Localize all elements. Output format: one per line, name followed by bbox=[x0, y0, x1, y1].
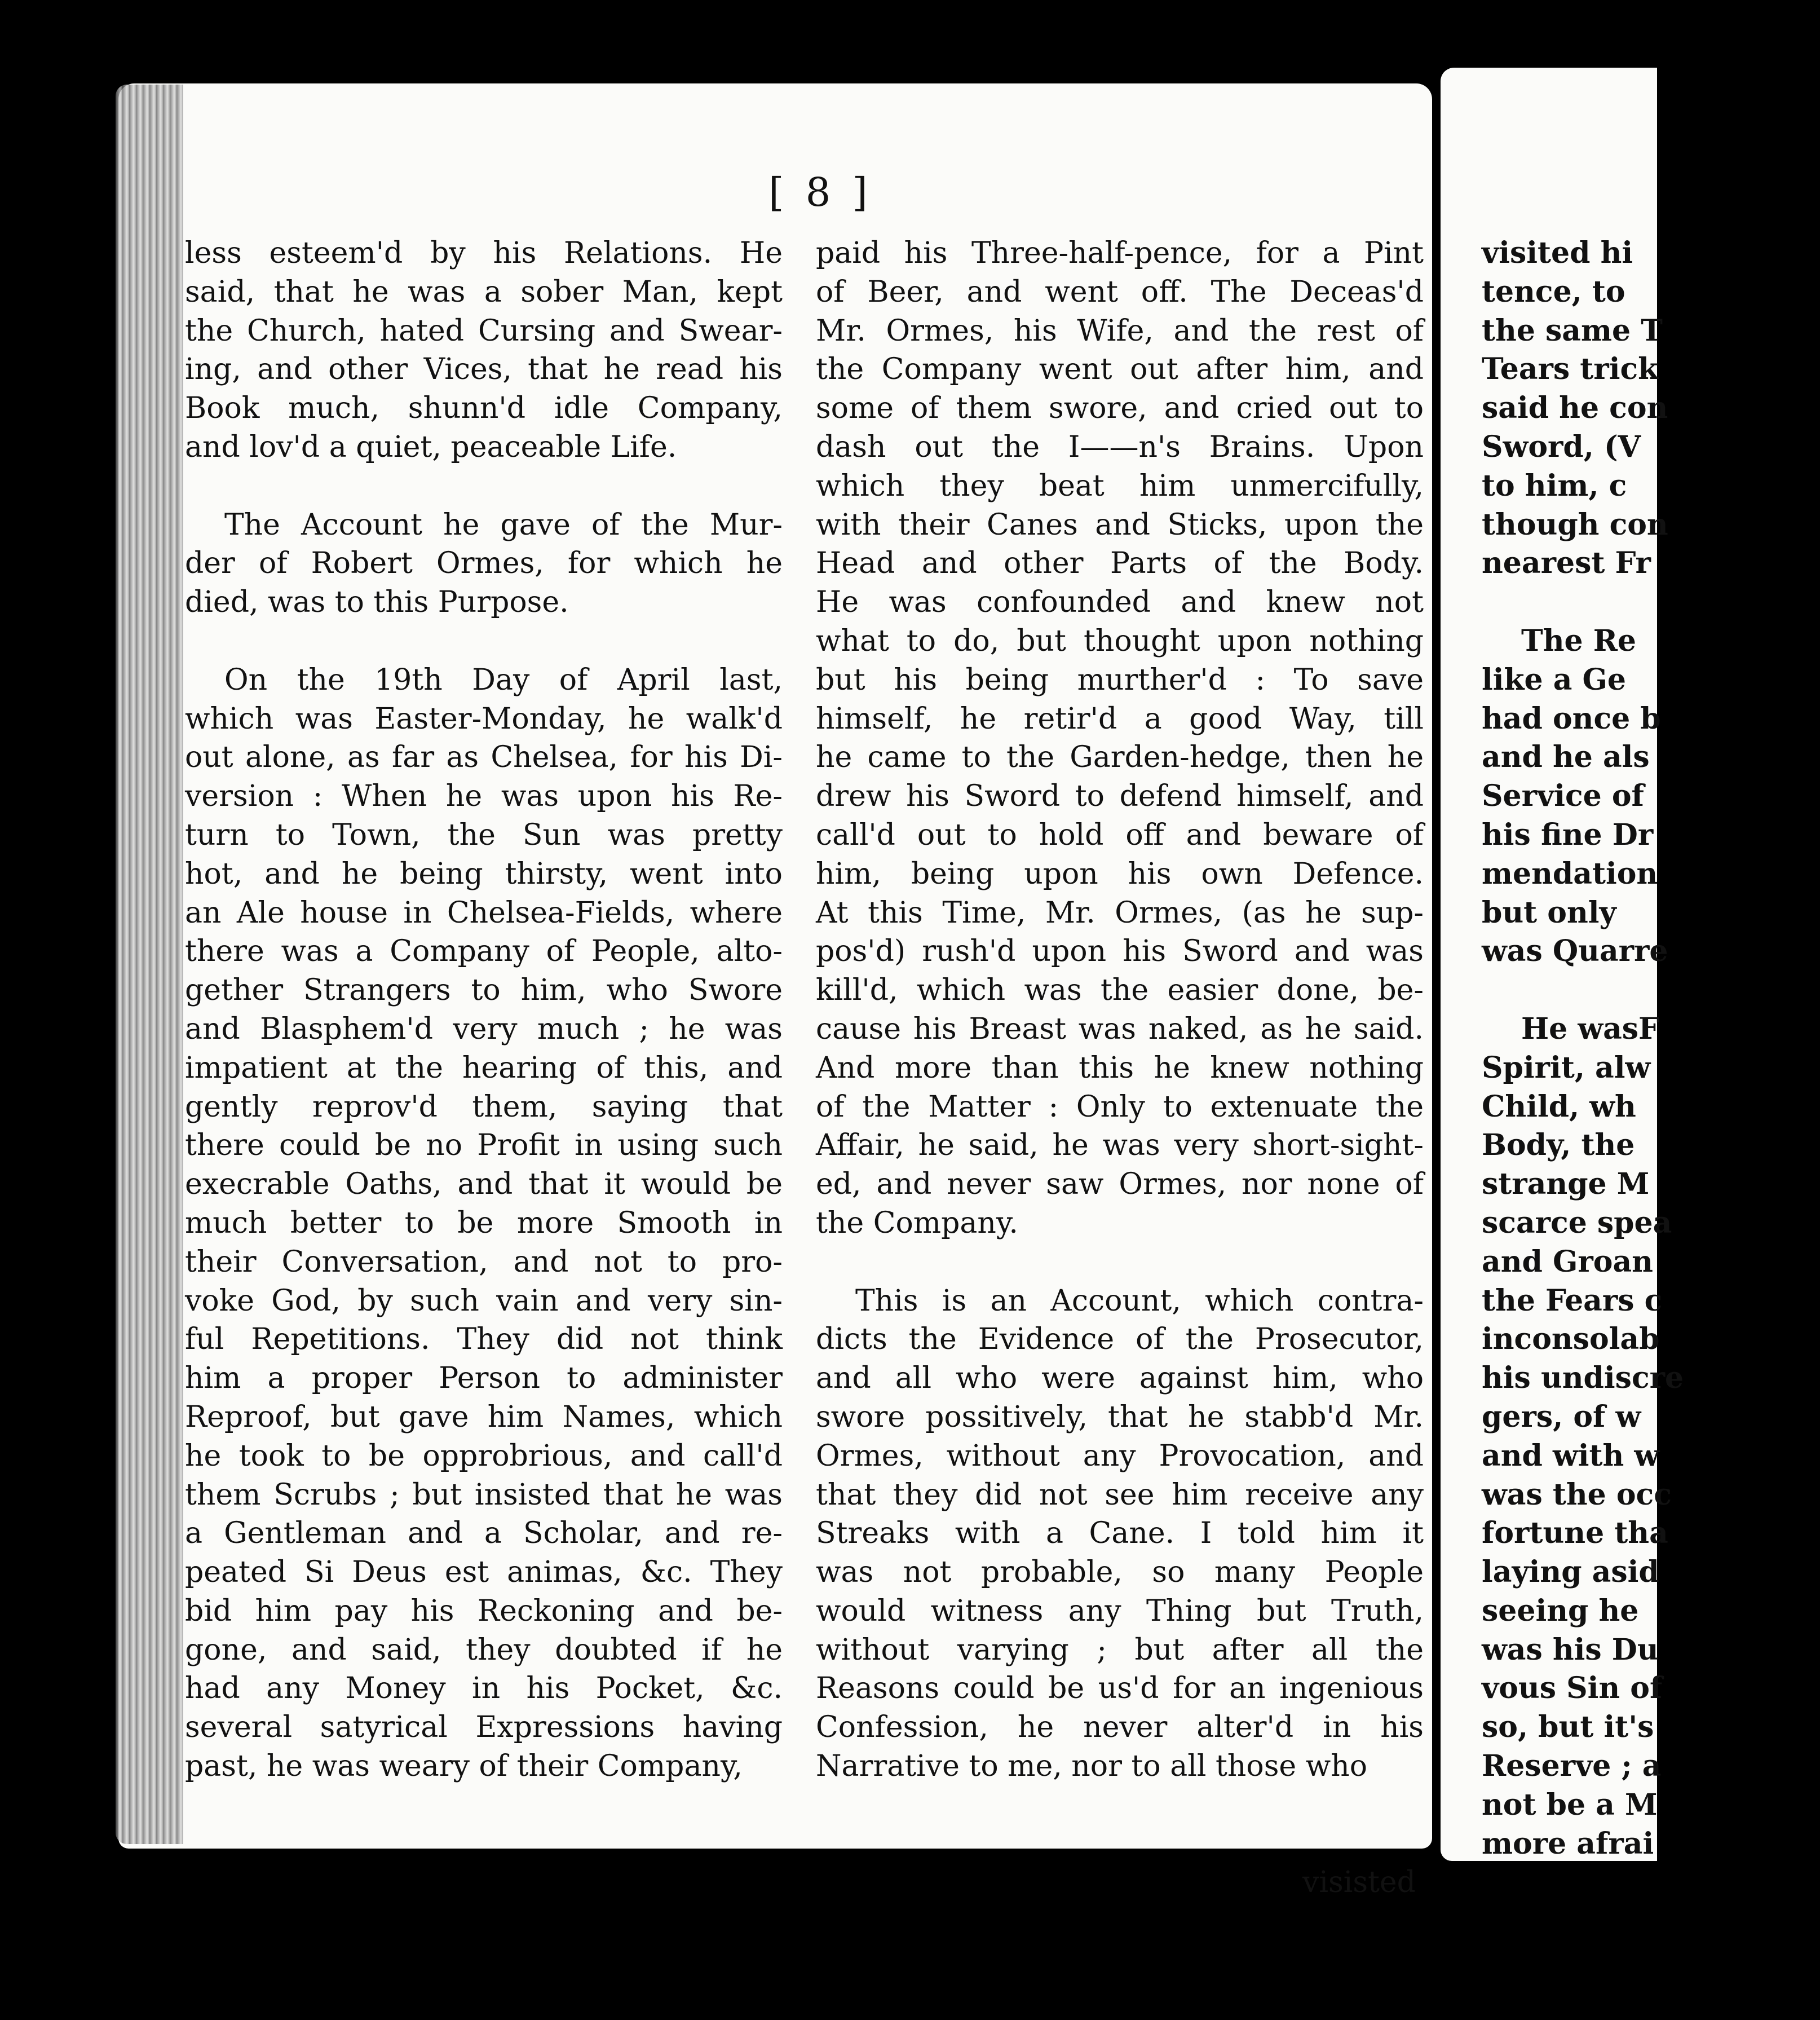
left-column-line: The Account he gave of the Mur- bbox=[224, 508, 783, 542]
right-column-line: laying asid bbox=[1482, 1555, 1659, 1590]
left-column-line: version : When he was upon his Re- bbox=[185, 779, 783, 814]
left-column-line: ing, and other Vices, that he read his bbox=[185, 352, 783, 387]
left-column-line: them Scrubs ; but insisted that he was bbox=[185, 1477, 783, 1512]
middle-column-line: He was confounded and knew not bbox=[816, 585, 1424, 620]
left-column-line bbox=[185, 622, 783, 661]
middle-column-line: Ormes, without any Provocation, and bbox=[816, 1439, 1424, 1473]
left-column-line: had any Money in his Pocket, &c. bbox=[185, 1671, 783, 1706]
middle-column-line: kill'd, which was the easier done, be- bbox=[816, 973, 1424, 1008]
right-column-line: said he con bbox=[1482, 391, 1668, 426]
right-column-line: like a Ge bbox=[1482, 662, 1627, 697]
left-column-line: there was a Company of People, alto- bbox=[185, 934, 783, 969]
middle-column-line: with their Canes and Sticks, upon the bbox=[816, 508, 1424, 542]
middle-column-line: cause his Breast was naked, as he said. bbox=[816, 1012, 1424, 1046]
right-column-line: not be a M bbox=[1482, 1787, 1658, 1822]
left-column-line: and Blasphem'd very much ; he was bbox=[185, 1012, 783, 1046]
left-column-line: a Gentleman and a Scholar, and re- bbox=[185, 1516, 783, 1551]
right-column-line: had once b bbox=[1482, 701, 1661, 736]
right-column-line: seeing he bbox=[1482, 1593, 1639, 1628]
middle-column-line: Head and other Parts of the Body. bbox=[816, 546, 1424, 581]
middle-column-line: Narrative to me, nor to all those who bbox=[816, 1749, 1367, 1784]
right-column-line bbox=[1482, 583, 1820, 622]
left-column-line bbox=[185, 467, 783, 506]
right-column-line: He wasF bbox=[1521, 1011, 1659, 1046]
middle-column-line: Reasons could be us'd for an ingenious bbox=[816, 1671, 1424, 1706]
left-column-line: much better to be more Smooth in bbox=[185, 1206, 783, 1240]
middle-column-line: himself, he retir'd a good Way, till bbox=[816, 702, 1424, 736]
right-column-line: visited hi bbox=[1482, 236, 1633, 270]
left-column-line: gently reprov'd them, saying that bbox=[185, 1090, 783, 1124]
left-column bbox=[185, 234, 783, 1786]
left-column-line: out alone, as far as Chelsea, for his Di- bbox=[185, 740, 783, 775]
middle-column-line: which they beat him unmercifully, bbox=[816, 469, 1424, 503]
right-column-line: his fine Dr bbox=[1482, 817, 1654, 852]
middle-column-line bbox=[816, 1243, 1424, 1282]
right-column-line: Service of bbox=[1482, 779, 1644, 814]
middle-column-line: And more than this he knew nothing bbox=[816, 1051, 1424, 1085]
right-column-line: and Groan bbox=[1482, 1244, 1653, 1279]
right-column-line: the same T bbox=[1482, 313, 1663, 348]
left-column-line: past, he was weary of their Company, bbox=[185, 1749, 743, 1784]
page-edges bbox=[116, 85, 183, 1844]
left-column-line: bid him pay his Reckoning and be- bbox=[185, 1594, 783, 1628]
right-column-line: Sword, (V bbox=[1482, 429, 1641, 464]
left-column-line: died, was to this Purpose. bbox=[185, 585, 569, 620]
middle-column-line: of Beer, and went off. The Deceas'd bbox=[816, 275, 1424, 309]
middle-column-line: paid his Three-half-pence, for a Pint bbox=[816, 236, 1424, 270]
middle-column-line: would witness any Thing but Truth, bbox=[816, 1594, 1424, 1628]
left-column-line: several satyrical Expressions having bbox=[185, 1710, 783, 1745]
left-column-line: Book much, shunn'd idle Company, bbox=[185, 391, 783, 426]
middle-column-line: of the Matter : Only to extenuate the bbox=[816, 1090, 1424, 1124]
left-column-line: the Church, hated Cursing and Swear- bbox=[185, 314, 783, 348]
right-column-line: Body, the bbox=[1482, 1128, 1635, 1163]
left-column-line: ful Repetitions. They did not think bbox=[185, 1322, 783, 1357]
left-column-line: him a proper Person to administer bbox=[185, 1361, 783, 1396]
left-column-line: gone, and said, they doubted if he bbox=[185, 1633, 783, 1667]
right-column-line: Tears trick bbox=[1482, 352, 1659, 387]
middle-column-line: This is an Account, which contra- bbox=[855, 1284, 1424, 1318]
right-column-line: the Fears c bbox=[1482, 1283, 1663, 1318]
middle-column-line: Mr. Ormes, his Wife, and the rest of bbox=[816, 314, 1424, 348]
left-column-line: impatient at the hearing of this, and bbox=[185, 1051, 783, 1085]
right-column-line: fortune tha bbox=[1482, 1516, 1668, 1551]
left-column-line: peated Si Deus est animas, &c. They bbox=[185, 1555, 783, 1590]
middle-column-line: Affair, he said, he was very short-sight- bbox=[816, 1128, 1424, 1163]
middle-column-line: Streaks with a Cane. I told him it bbox=[816, 1516, 1424, 1551]
left-column-line: Reproof, but gave him Names, which bbox=[185, 1400, 783, 1434]
middle-column-line: what to do, but thought upon nothing bbox=[816, 624, 1424, 658]
middle-column-line: he came to the Garden-hedge, then he bbox=[816, 740, 1424, 775]
middle-column-line: At this Time, Mr. Ormes, (as he sup- bbox=[816, 896, 1424, 930]
right-column-line: mendation bbox=[1482, 856, 1658, 891]
right-column-line: to him, c bbox=[1482, 468, 1627, 503]
right-column-line: though con bbox=[1482, 507, 1668, 542]
right-column-line: gers, of w bbox=[1482, 1399, 1641, 1434]
right-column-line: nearest Fr bbox=[1482, 546, 1651, 581]
right-column-line: and with w bbox=[1482, 1438, 1660, 1473]
left-column-line: and lov'd a quiet, peaceable Life. bbox=[185, 430, 677, 464]
right-column bbox=[1482, 234, 1820, 1863]
middle-column-line: dicts the Evidence of the Prosecutor, bbox=[816, 1322, 1424, 1357]
right-column-line: The Re bbox=[1521, 623, 1636, 658]
left-column-line: he took to be opprobrious, and call'd bbox=[185, 1439, 783, 1473]
right-column-line: was the occ bbox=[1482, 1477, 1672, 1512]
right-column-line: vous Sin of bbox=[1482, 1671, 1663, 1706]
middle-column bbox=[816, 234, 1424, 1786]
right-column-line: Spirit, alw bbox=[1482, 1050, 1651, 1085]
middle-column-line: call'd out to hold off and beware of bbox=[816, 818, 1424, 852]
middle-column-line: ed, and never saw Ormes, nor none of bbox=[816, 1167, 1424, 1202]
right-column-line: strange M bbox=[1482, 1167, 1650, 1202]
middle-column-line: Confession, he never alter'd in his bbox=[816, 1710, 1424, 1745]
right-column-line bbox=[1482, 971, 1820, 1010]
middle-column-line: some of them swore, and cried out to bbox=[816, 391, 1424, 426]
left-column-line: On the 19th Day of April last, bbox=[224, 663, 783, 697]
middle-column-line: drew his Sword to defend himself, and bbox=[816, 779, 1424, 814]
middle-column-line: but his being murther'd : To save bbox=[816, 663, 1424, 697]
middle-column-line: that they did not see him receive any bbox=[816, 1477, 1424, 1512]
right-column-line: and he als bbox=[1482, 740, 1650, 775]
left-column-line: voke God, by such vain and very sin- bbox=[185, 1284, 783, 1318]
right-column-line: Child, wh bbox=[1482, 1089, 1636, 1124]
left-column-line: turn to Town, the Sun was pretty bbox=[185, 818, 783, 852]
page-number: [ 8 ] bbox=[768, 169, 872, 215]
middle-column-line: pos'd) rush'd upon his Sword and was bbox=[816, 934, 1424, 969]
left-column-line: execrable Oaths, and that it would be bbox=[185, 1167, 783, 1202]
left-column-line: an Ale house in Chelsea-Fields, where bbox=[185, 896, 783, 930]
middle-column-line: swore possitively, that he stabb'd Mr. bbox=[816, 1400, 1424, 1434]
right-column-line: so, but it's bbox=[1482, 1710, 1654, 1745]
right-column-line: more afrai bbox=[1482, 1826, 1654, 1861]
right-column-line: was Quarre bbox=[1482, 934, 1668, 969]
right-column-line: scarce spea bbox=[1482, 1205, 1672, 1240]
left-column-line: their Conversation, and not to pro- bbox=[185, 1245, 783, 1279]
middle-column-line: dash out the I——n's Brains. Upon bbox=[816, 430, 1424, 464]
left-column-line: said, that he was a sober Man, kept bbox=[185, 275, 783, 309]
left-column-line: der of Robert Ormes, for which he bbox=[185, 546, 783, 581]
middle-column-line: the Company went out after him, and bbox=[816, 352, 1424, 387]
middle-column-line: and all who were against him, who bbox=[816, 1361, 1424, 1396]
middle-column-line: the Company. bbox=[816, 1206, 1018, 1240]
catchword: visisted bbox=[1302, 1865, 1416, 1899]
right-column-line: his undiscre bbox=[1482, 1361, 1684, 1396]
left-column-line: which was Easter-Monday, he walk'd bbox=[185, 702, 783, 736]
right-column-line: Reserve ; a bbox=[1482, 1749, 1662, 1784]
left-column-line: gether Strangers to him, who Swore bbox=[185, 973, 783, 1008]
left-column-line: less esteem'd by his Relations. He bbox=[185, 236, 783, 270]
right-column-line: inconsolab bbox=[1482, 1322, 1660, 1357]
middle-column-line: was not probable, so many People bbox=[816, 1555, 1424, 1590]
right-column-line: but only bbox=[1482, 895, 1616, 930]
left-column-line: there could be no Profit in using such bbox=[185, 1128, 783, 1163]
right-column-line: tence, to bbox=[1482, 274, 1625, 309]
left-column-line: hot, and he being thirsty, went into bbox=[185, 857, 783, 891]
middle-column-line: him, being upon his own Defence. bbox=[816, 857, 1424, 891]
right-column-line: was his Du bbox=[1482, 1632, 1659, 1667]
middle-column-line: without varying ; but after all the bbox=[816, 1633, 1424, 1667]
